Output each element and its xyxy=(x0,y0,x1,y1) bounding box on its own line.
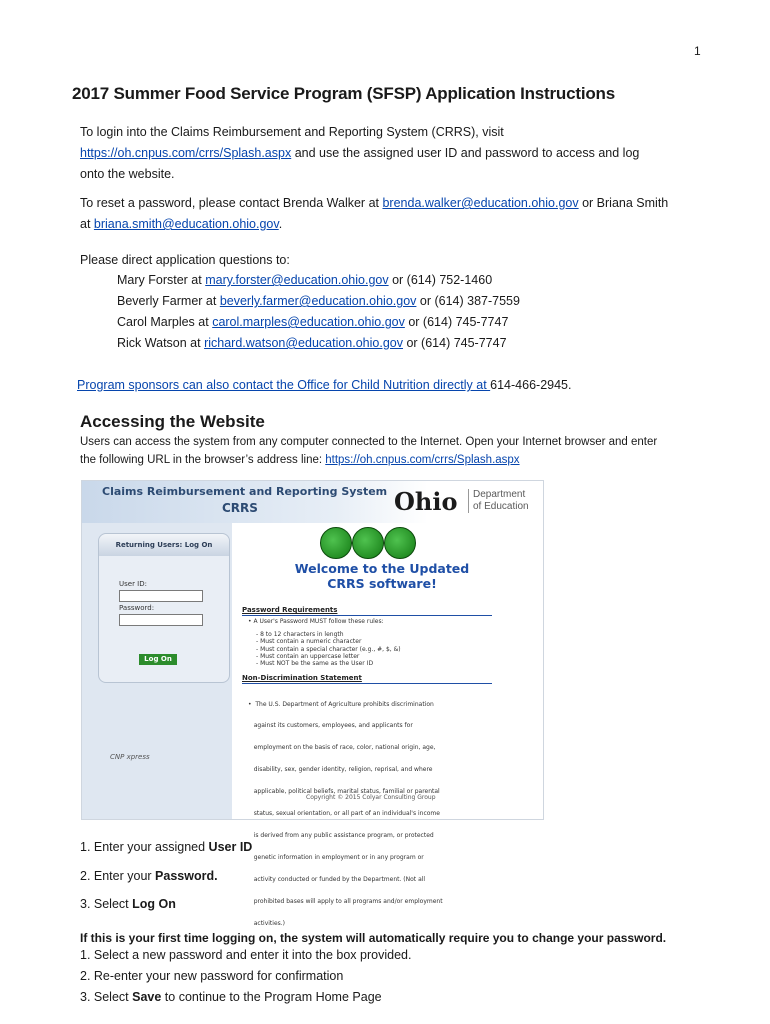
reset-at: at xyxy=(80,217,94,231)
first-time-step-2: 2. Re-enter your new password for confirmation xyxy=(80,969,344,983)
password-rule: - Must contain a numeric character xyxy=(256,638,362,646)
statement-line: prohibited bases will apply to all programs and/or employment xyxy=(248,897,443,905)
page-title: 2017 Summer Food Service Program (SFSP) Application Instructions xyxy=(72,84,615,103)
user-id-label: User ID: xyxy=(119,580,147,588)
login-instructions xyxy=(80,122,639,185)
log-on-button[interactable]: Log On xyxy=(139,654,177,665)
welcome-line-1: Welcome to the Updated xyxy=(294,561,470,576)
contact-name: Mary Forster at xyxy=(117,273,206,287)
password-rules-list xyxy=(256,631,401,667)
accessing-url-link[interactable]: https://oh.cnpus.com/crrs/Splash.aspx xyxy=(325,454,520,466)
step-bold: User ID xyxy=(208,840,253,854)
login-line-2-text: and use the assigned user ID and password to access and log xyxy=(291,146,640,160)
contact-name: Carol Marples at xyxy=(117,315,213,329)
contact-phone: or (614) 745-7747 xyxy=(404,315,509,329)
contact-email-link[interactable]: richard.watson@education.ohio.gov xyxy=(204,336,403,350)
user-id-input[interactable] xyxy=(119,590,203,602)
password-rule: - Must contain an uppercase letter xyxy=(256,652,360,660)
statement-line: is derived from any public assistance program, or protected xyxy=(248,831,434,839)
statement-line: • The U.S. Department of Agriculture prohibits discrimination xyxy=(248,700,434,708)
first-time-steps xyxy=(80,945,411,1008)
statement-line: against its customers, employees, and applicants for xyxy=(248,722,413,730)
contact-email-link[interactable]: beverly.farmer@education.ohio.gov xyxy=(219,294,417,308)
ohio-logo: Ohio xyxy=(394,487,458,516)
apple-icon xyxy=(352,527,384,559)
password-input[interactable] xyxy=(119,614,203,626)
login-panel-header: Returning Users: Log On xyxy=(99,534,229,556)
contact-mary xyxy=(117,270,520,291)
contact-beverly xyxy=(117,291,520,312)
step-text: 2. Enter your xyxy=(80,869,156,883)
divider xyxy=(242,615,492,616)
contact-phone: or (614) 387-7559 xyxy=(416,294,520,308)
login-panel xyxy=(98,533,230,683)
accessing-line-1: Users can access the system from any computer connected to the Internet. Open your Internet browser and enter xyxy=(80,436,658,448)
statement-line: activity conducted or funded by the Department. (Not all xyxy=(248,875,426,883)
step-text: to continue to the Program Home Page xyxy=(161,990,382,1004)
briana-email-link[interactable]: briana.smith@education.ohio.gov xyxy=(93,217,279,231)
step-3 xyxy=(80,894,176,915)
password-requirements-heading: Password Requirements xyxy=(242,606,338,614)
step-text: 3. Select xyxy=(80,897,133,911)
step-bold: Password. xyxy=(155,869,218,883)
contact-carol xyxy=(117,312,520,333)
brenda-email-link[interactable]: brenda.walker@education.ohio.gov xyxy=(382,196,579,210)
login-line-2 xyxy=(80,143,639,164)
non-discrimination-text xyxy=(248,686,443,941)
banner-crrs: CRRS xyxy=(222,501,258,515)
statement-line: disability, sex, gender identity, religion, reprisal, and where xyxy=(248,766,433,774)
reset-line-1 xyxy=(80,193,668,214)
step-text: 1. Enter your assigned xyxy=(80,840,209,854)
reset-prefix: To reset a password, please contact Brenda Walker at xyxy=(80,196,383,210)
contact-phone: or (614) 752-1460 xyxy=(388,273,493,287)
password-rule: - Must NOT be the same as the User ID xyxy=(256,660,374,668)
statement-line: status, sexual orientation, or all part of an individual's income xyxy=(248,810,440,818)
login-line-3: onto the website. xyxy=(80,167,175,181)
accessing-line-2-text: the following URL in the browser’s address line: xyxy=(80,454,326,466)
dept-line-2: of Education xyxy=(473,501,529,512)
statement-line: activities.) xyxy=(248,919,286,927)
step-bold: Save xyxy=(132,990,162,1004)
contact-list xyxy=(117,270,520,354)
ocn-phone: 614-466-2945. xyxy=(490,378,572,392)
first-time-step-3 xyxy=(80,987,411,1008)
welcome-line-2: CRRS software! xyxy=(327,576,437,591)
dept-of-education xyxy=(468,489,529,513)
non-discrimination-heading: Non-Discrimination Statement xyxy=(242,674,362,682)
cnp-xpress-logo: CNP xpress xyxy=(110,753,150,761)
reset-end: . xyxy=(278,217,283,231)
questions-intro: Please direct application questions to: xyxy=(80,253,290,267)
statement-line: applicable, political beliefs, marital status, familial or parental xyxy=(248,788,440,796)
password-label: Password: xyxy=(119,604,155,612)
crrs-url-link[interactable]: https://oh.cnpus.com/crrs/Splash.aspx xyxy=(80,146,292,160)
contact-phone: or (614) 745-7747 xyxy=(402,336,507,350)
contact-name: Rick Watson at xyxy=(117,336,205,350)
contact-name: Beverly Farmer at xyxy=(117,294,220,308)
step-text: 3. Select xyxy=(80,990,133,1004)
first-time-note: If this is your first time logging on, the system will automatically require you to change your password. xyxy=(80,931,667,945)
reset-instructions xyxy=(80,193,668,235)
splash-content xyxy=(232,523,543,927)
password-rule: - Must contain a special character (e.g., #, $, &) xyxy=(256,645,401,653)
step-bold: Log On xyxy=(132,897,176,911)
apple-icon xyxy=(384,527,416,559)
accessing-heading: Accessing the Website xyxy=(80,412,265,431)
password-rule: - 8 to 12 characters in length xyxy=(256,631,344,638)
contact-email-link[interactable]: carol.marples@education.ohio.gov xyxy=(212,315,405,329)
contact-email-link[interactable]: mary.forster@education.ohio.gov xyxy=(205,273,389,287)
copyright: Copyright © 2015 Colyar Consulting Group xyxy=(306,794,436,801)
sponsors-line xyxy=(77,375,571,396)
banner-title: Claims Reimbursement and Reporting System xyxy=(102,485,388,498)
accessing-text xyxy=(80,433,657,469)
statement-line: genetic information in employment or in any program or xyxy=(248,853,424,861)
apple-icon xyxy=(320,527,352,559)
crrs-banner xyxy=(82,481,543,523)
contact-rick xyxy=(117,333,520,354)
page-number: 1 xyxy=(694,44,701,58)
accessing-line-2 xyxy=(80,451,657,469)
divider xyxy=(242,683,492,684)
password-rules-intro: • A User's Password MUST follow these rules: xyxy=(248,618,384,625)
welcome-message xyxy=(272,561,492,591)
dept-line-1: Department xyxy=(473,489,526,500)
reset-middle: or Briana Smith xyxy=(578,196,669,210)
step-2 xyxy=(80,866,218,887)
first-time-step-1: 1. Select a new password and enter it into the box provided. xyxy=(80,948,412,962)
login-line-1: To login into the Claims Reimbursement and Reporting System (CRRS), visit xyxy=(80,125,504,139)
step-1 xyxy=(80,837,252,858)
reset-line-2 xyxy=(80,214,668,235)
ocn-contact-link[interactable]: Program sponsors can also contact the Office for Child Nutrition directly at xyxy=(77,378,491,392)
statement-line: employment on the basis of race, color, national origin, age, xyxy=(248,744,436,752)
